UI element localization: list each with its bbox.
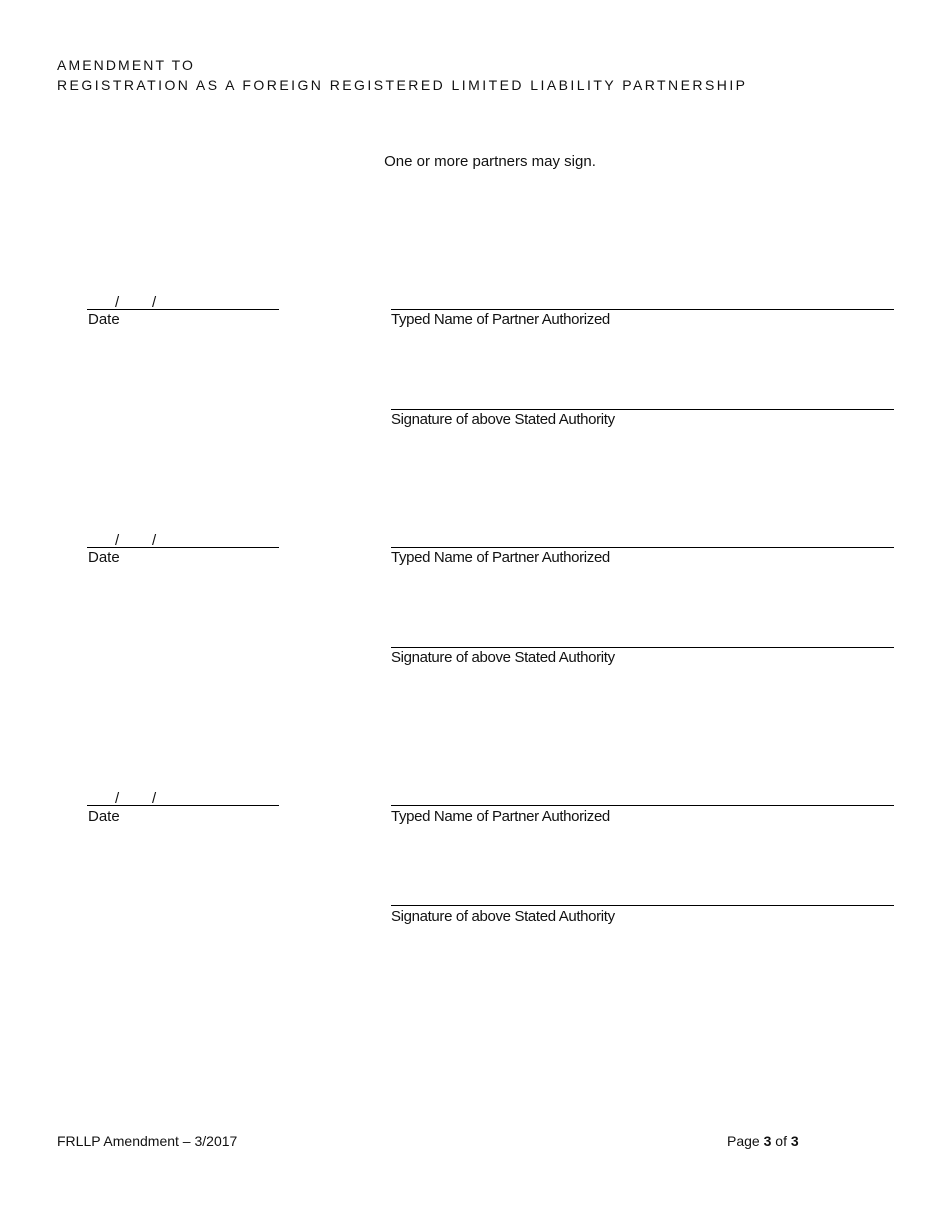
page-word: Page <box>727 1133 760 1149</box>
typed-name-field-line[interactable] <box>391 805 894 806</box>
typed-name-field-line[interactable] <box>391 309 894 310</box>
form-title-line-1: AMENDMENT TO <box>57 57 195 73</box>
form-title-line-2: REGISTRATION AS A FOREIGN REGISTERED LIMITED LIABILITY PARTNERSHIP <box>57 77 748 93</box>
signing-instruction: One or more partners may sign. <box>384 153 596 170</box>
signature-label: Signature of above Stated Authority <box>391 649 615 666</box>
typed-name-label: Typed Name of Partner Authorized <box>391 808 610 825</box>
page-number <box>727 1132 799 1150</box>
page-current: 3 <box>763 1133 772 1149</box>
date-slash: / <box>152 294 157 311</box>
date-slash: / <box>115 532 120 549</box>
page-total: 3 <box>790 1133 799 1149</box>
date-label: Date <box>88 808 120 825</box>
date-slash: / <box>115 294 120 311</box>
date-label: Date <box>88 549 120 566</box>
date-slash: / <box>152 790 157 807</box>
typed-name-field-line[interactable] <box>391 547 894 548</box>
signature-field-line[interactable] <box>391 905 894 906</box>
signature-label: Signature of above Stated Authority <box>391 908 615 925</box>
signature-label: Signature of above Stated Authority <box>391 411 615 428</box>
date-slash: / <box>115 790 120 807</box>
form-identifier: FRLLP Amendment – 3/2017 <box>57 1133 238 1149</box>
date-slash: / <box>152 532 157 549</box>
typed-name-label: Typed Name of Partner Authorized <box>391 311 610 328</box>
signature-field-line[interactable] <box>391 647 894 648</box>
typed-name-label: Typed Name of Partner Authorized <box>391 549 610 566</box>
page-of-word: of <box>775 1133 787 1149</box>
signature-field-line[interactable] <box>391 409 894 410</box>
date-label: Date <box>88 311 120 328</box>
